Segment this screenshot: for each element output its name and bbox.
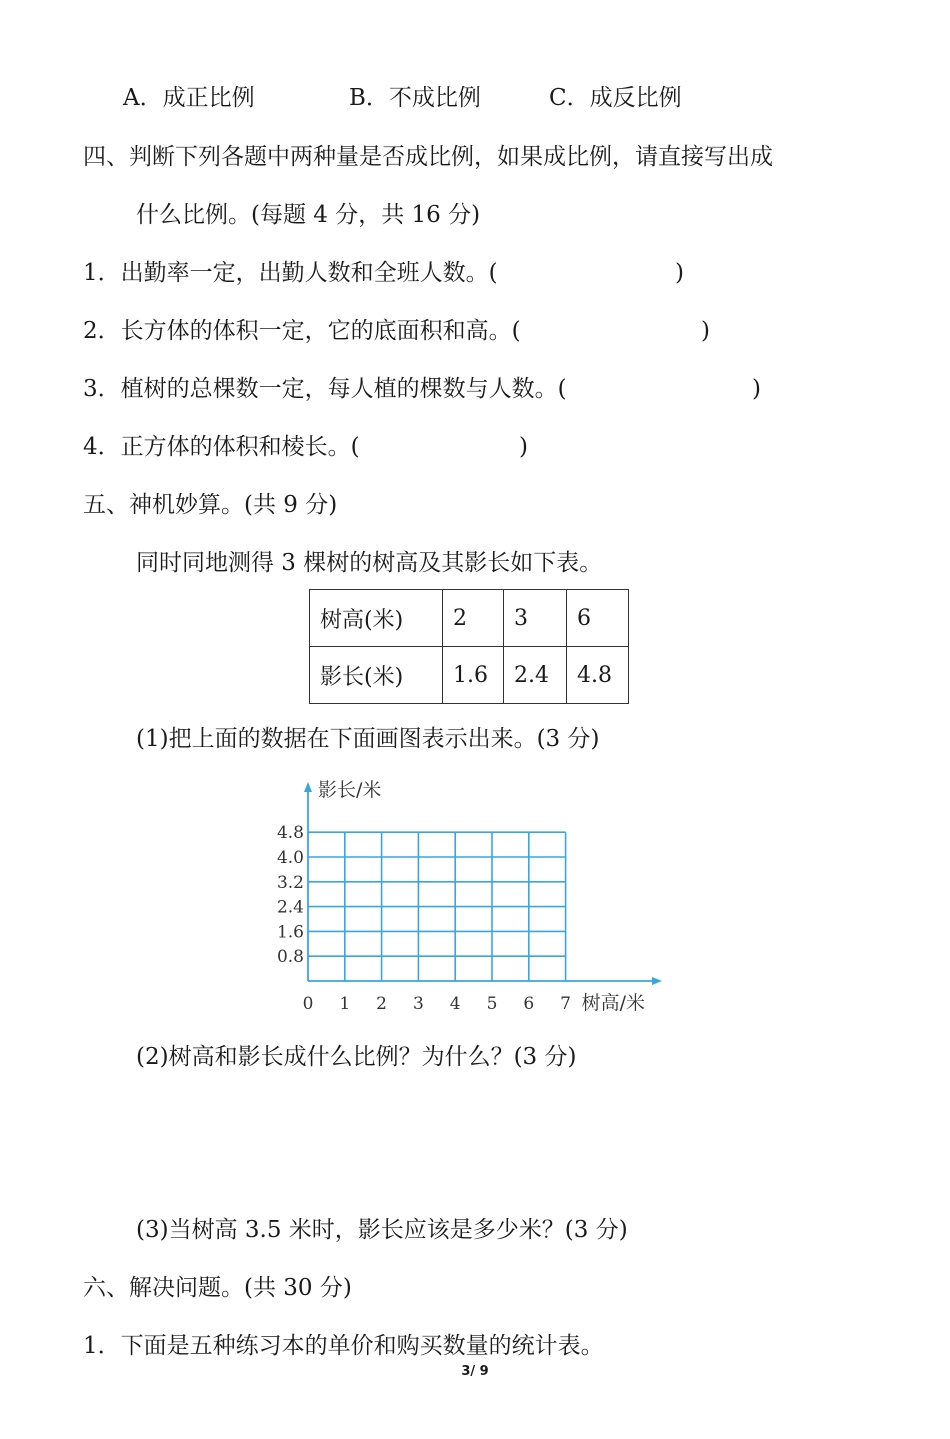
table-row <box>310 647 629 704</box>
x-tick-label: 7 <box>560 994 572 1014</box>
y-axis-arrow <box>304 782 312 792</box>
x-tick-label: 5 <box>486 994 498 1014</box>
table-row <box>310 590 629 647</box>
y-tick-label: 1.6 <box>276 922 304 943</box>
x-tick-label: 0 <box>302 994 314 1014</box>
section4-title: 四、判断下列各题中两种量是否成比例，如果成比例，请直接写出成 <box>83 144 773 170</box>
option-c: C．成反比例 <box>549 85 682 111</box>
x-tick-label: 6 <box>523 994 535 1014</box>
section5-intro: 同时同地测得 3 棵树的树高及其影长如下表。 <box>136 550 603 576</box>
table-cell: 6 <box>567 590 629 647</box>
option-a: A．成正比例 <box>123 85 255 111</box>
y-tick-label: 4.0 <box>276 848 304 868</box>
table-cell: 2 <box>443 590 504 647</box>
section4-item-3: 3．植树的总棵数一定，每人植的棵数与人数。( <box>83 376 567 402</box>
table-cell: 4.8 <box>567 647 629 704</box>
x-tick-label: 1 <box>339 994 351 1014</box>
section4-item-2: 2．长方体的体积一定，它的底面积和高。( <box>83 318 521 344</box>
section4-item-4: 4．正方体的体积和棱长。( <box>83 434 360 460</box>
table-cell: 2.4 <box>504 647 567 704</box>
x-axis-arrow <box>652 977 662 985</box>
y-tick-label: 3.2 <box>276 872 304 893</box>
section5-q2: (2)树高和影长成什么比例？为什么？(3 分) <box>136 1044 577 1070</box>
x-tick-label: 4 <box>449 994 461 1014</box>
table-cell: 3 <box>504 590 567 647</box>
section4-item-4-close: ) <box>519 434 528 460</box>
section4-item-1: 1．出勤率一定，出勤人数和全班人数。( <box>83 260 498 286</box>
page-number: 3/ 9 <box>461 1364 489 1379</box>
section5-q1: (1)把上面的数据在下面画图表示出来。(3 分) <box>136 726 600 752</box>
y-tick-label: 2.4 <box>276 897 304 918</box>
table-cell: 影长(米) <box>310 647 443 704</box>
shadow-height-grid-chart <box>268 770 668 1020</box>
table-cell: 1.6 <box>443 647 504 704</box>
x-tick-label: 2 <box>376 994 388 1014</box>
section6-item-1: 1．下面是五种练习本的单价和购买数量的统计表。 <box>83 1333 604 1359</box>
section5-title: 五、神机妙算。(共 9 分) <box>83 492 338 518</box>
x-tick-label: 3 <box>412 994 424 1014</box>
y-tick-label: 4.8 <box>276 823 304 844</box>
x-axis-label: 树高/米 <box>581 992 646 1014</box>
tree-data-table <box>309 589 629 704</box>
option-b: B．不成比例 <box>349 85 481 111</box>
section5-q3: (3)当树高 3.5 米时，影长应该是多少米？(3 分) <box>136 1217 628 1243</box>
section6-title: 六、解决问题。(共 30 分) <box>83 1275 352 1301</box>
section4-item-3-close: ) <box>752 376 761 402</box>
y-tick-label: 0.8 <box>276 947 304 968</box>
section4-title-cont: 什么比例。(每题 4 分，共 16 分) <box>136 202 481 228</box>
section4-item-1-close: ) <box>675 260 684 286</box>
section4-item-2-close: ) <box>701 318 710 344</box>
y-axis-label: 影长/米 <box>318 779 382 801</box>
table-cell: 树高(米) <box>310 590 443 647</box>
